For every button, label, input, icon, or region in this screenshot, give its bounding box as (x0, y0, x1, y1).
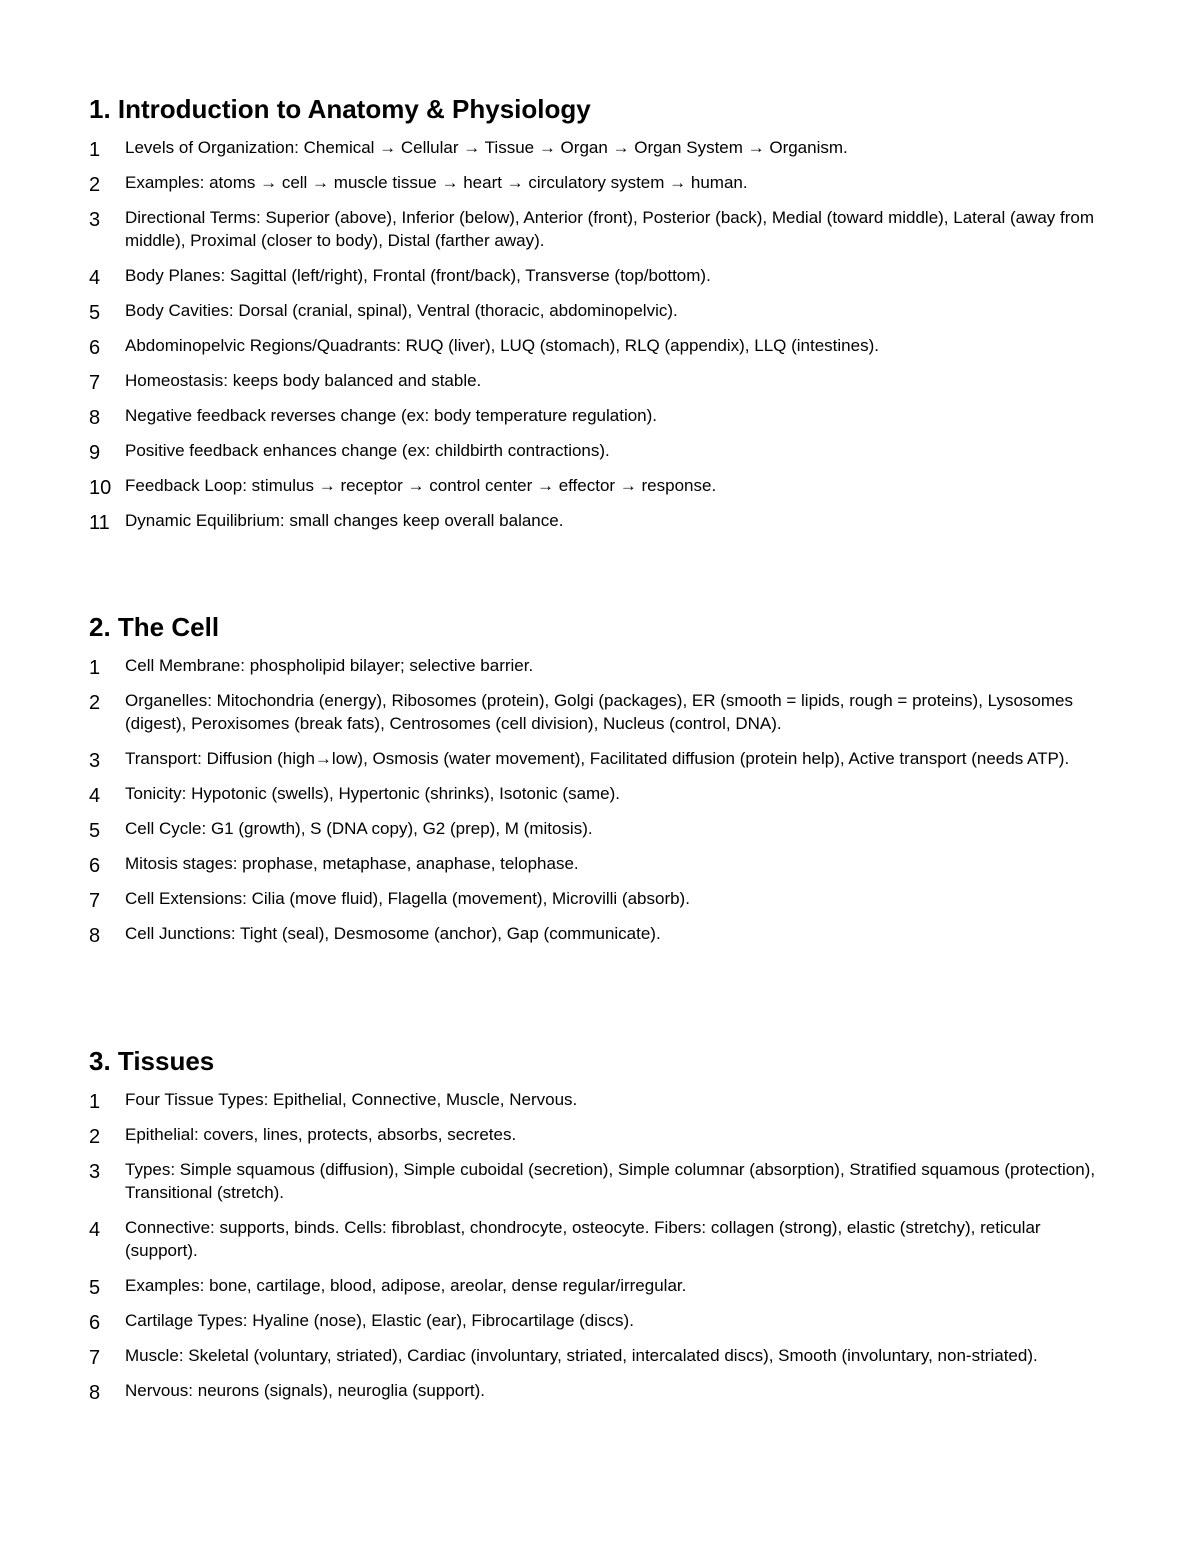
item-text: Feedback Loop: stimulus → receptor → control center → effector → response. (125, 476, 717, 495)
section-title: 1. Introduction to Anatomy & Physiology (89, 94, 591, 124)
item-text: Dynamic Equilibrium: small changes keep overall balance. (125, 511, 564, 530)
item-number: 5 (89, 1277, 101, 1299)
list-item (89, 439, 1129, 462)
list-item (89, 1158, 1129, 1204)
item-number: 1 (89, 657, 101, 679)
item-text: Tonicity: Hypotonic (swells), Hypertonic (shrinks), Isotonic (same). (125, 784, 621, 803)
item-text: Abdominopelvic Regions/Quadrants: RUQ (liver), LUQ (stomach), RLQ (appendix), LLQ (intestines). (125, 336, 879, 355)
item-text: Epithelial: covers, lines, protects, absorbs, secretes. (125, 1125, 517, 1144)
list-item (89, 922, 1129, 945)
item-number: 10 (89, 477, 112, 499)
item-text: Homeostasis: keeps body balanced and stable. (125, 371, 482, 390)
item-text: Four Tissue Types: Epithelial, Connective, Muscle, Nervous. (125, 1090, 578, 1109)
item-number: 7 (89, 372, 101, 394)
list-item (89, 136, 1129, 159)
item-text: Body Cavities: Dorsal (cranial, spinal), Ventral (thoracic, abdominopelvic). (125, 301, 678, 320)
section-title: 2. The Cell (89, 612, 220, 642)
item-number: 3 (89, 750, 101, 772)
list-item (89, 887, 1129, 910)
list-item (89, 1216, 1129, 1262)
item-number: 8 (89, 407, 101, 429)
item-text: Cell Extensions: Cilia (move fluid), Flagella (movement), Microvilli (absorb). (125, 889, 690, 908)
item-number: 1 (89, 1091, 101, 1113)
item-number: 7 (89, 1347, 101, 1369)
item-number: 7 (89, 890, 101, 912)
item-text: Cell Membrane: phospholipid bilayer; selective barrier. (125, 656, 534, 675)
section-title: 3. Tissues (89, 1046, 215, 1076)
item-text: Levels of Organization: Chemical → Cellular → Tissue → Organ → Organ System → Organism. (125, 138, 848, 157)
item-text: Nervous: neurons (signals), neuroglia (support). (125, 1381, 486, 1400)
item-text: Cartilage Types: Hyaline (nose), Elastic (ear), Fibrocartilage (discs). (125, 1311, 634, 1330)
item-text: Organelles: Mitochondria (energy), Ribosomes (protein), Golgi (packages), ER (smooth = lipids, rough = proteins), Lysosomes (digest), Peroxisomes (break fats), Centrosomes (cell division), Nucleus (control, DNA). (125, 691, 1074, 733)
list-item (89, 334, 1129, 357)
item-text: Positive feedback enhances change (ex: childbirth contractions). (125, 441, 610, 460)
item-number: 6 (89, 337, 101, 359)
item-number: 4 (89, 267, 101, 289)
item-number: 9 (89, 442, 101, 464)
item-number: 11 (89, 512, 110, 534)
item-text: Connective: supports, binds. Cells: fibroblast, chondrocyte, osteocyte. Fibers: collagen (strong), elastic (stretchy), reticular (support). (125, 1218, 1041, 1260)
item-number: 8 (89, 925, 101, 947)
list-item (89, 1274, 1129, 1297)
item-text: Directional Terms: Superior (above), Inferior (below), Anterior (front), Posterior (back), Medial (toward middle), Lateral (away from middle), Proximal (closer to body), Distal (farther away). (125, 208, 1095, 250)
section-cell (89, 611, 1129, 957)
list-item (89, 299, 1129, 322)
item-text: Cell Junctions: Tight (seal), Desmosome (anchor), Gap (communicate). (125, 924, 661, 943)
list-item (89, 474, 1129, 497)
item-number: 2 (89, 174, 101, 196)
list-item (89, 852, 1129, 875)
list-item (89, 1123, 1129, 1146)
section-introduction (89, 93, 1129, 544)
section-list (89, 654, 1129, 945)
list-item (89, 509, 1129, 532)
list-item (89, 1088, 1129, 1111)
item-text: Body Planes: Sagittal (left/right), Frontal (front/back), Transverse (top/bottom). (125, 266, 711, 285)
item-text: Types: Simple squamous (diffusion), Simple cuboidal (secretion), Simple columnar (absorption), Stratified squamous (protection), Transitional (stretch). (125, 1160, 1096, 1202)
item-number: 4 (89, 1219, 101, 1241)
item-number: 6 (89, 855, 101, 877)
item-number: 4 (89, 785, 101, 807)
item-text: Cell Cycle: G1 (growth), S (DNA copy), G2 (prep), M (mitosis). (125, 819, 593, 838)
item-text: Negative feedback reverses change (ex: body temperature regulation). (125, 406, 658, 425)
list-item (89, 1344, 1129, 1367)
list-item (89, 817, 1129, 840)
item-number: 5 (89, 820, 101, 842)
list-item (89, 1309, 1129, 1332)
item-number: 1 (89, 139, 101, 161)
list-item (89, 782, 1129, 805)
section-tissues (89, 1045, 1129, 1414)
list-item (89, 689, 1129, 735)
item-number: 2 (89, 692, 101, 714)
item-number: 6 (89, 1312, 101, 1334)
item-number: 8 (89, 1382, 101, 1404)
item-text: Mitosis stages: prophase, metaphase, anaphase, telophase. (125, 854, 579, 873)
list-item (89, 654, 1129, 677)
item-number: 3 (89, 209, 101, 231)
item-text: Examples: atoms → cell → muscle tissue → heart → circulatory system → human. (125, 173, 748, 192)
list-item (89, 206, 1129, 252)
list-item (89, 747, 1129, 770)
section-list (89, 1088, 1129, 1402)
list-item (89, 264, 1129, 287)
item-number: 3 (89, 1161, 101, 1183)
item-text: Examples: bone, cartilage, blood, adipose, areolar, dense regular/irregular. (125, 1276, 687, 1295)
list-item (89, 369, 1129, 392)
item-text: Transport: Diffusion (high→low), Osmosis (water movement), Facilitated diffusion (protein help), Active transport (needs ATP). (125, 749, 1070, 768)
section-list (89, 136, 1129, 532)
list-item (89, 171, 1129, 194)
item-text: Muscle: Skeletal (voluntary, striated), Cardiac (involuntary, striated, intercalated discs), Smooth (involuntary, non-striated). (125, 1346, 1038, 1365)
item-number: 2 (89, 1126, 101, 1148)
list-item (89, 404, 1129, 427)
list-item (89, 1379, 1129, 1402)
item-number: 5 (89, 302, 101, 324)
